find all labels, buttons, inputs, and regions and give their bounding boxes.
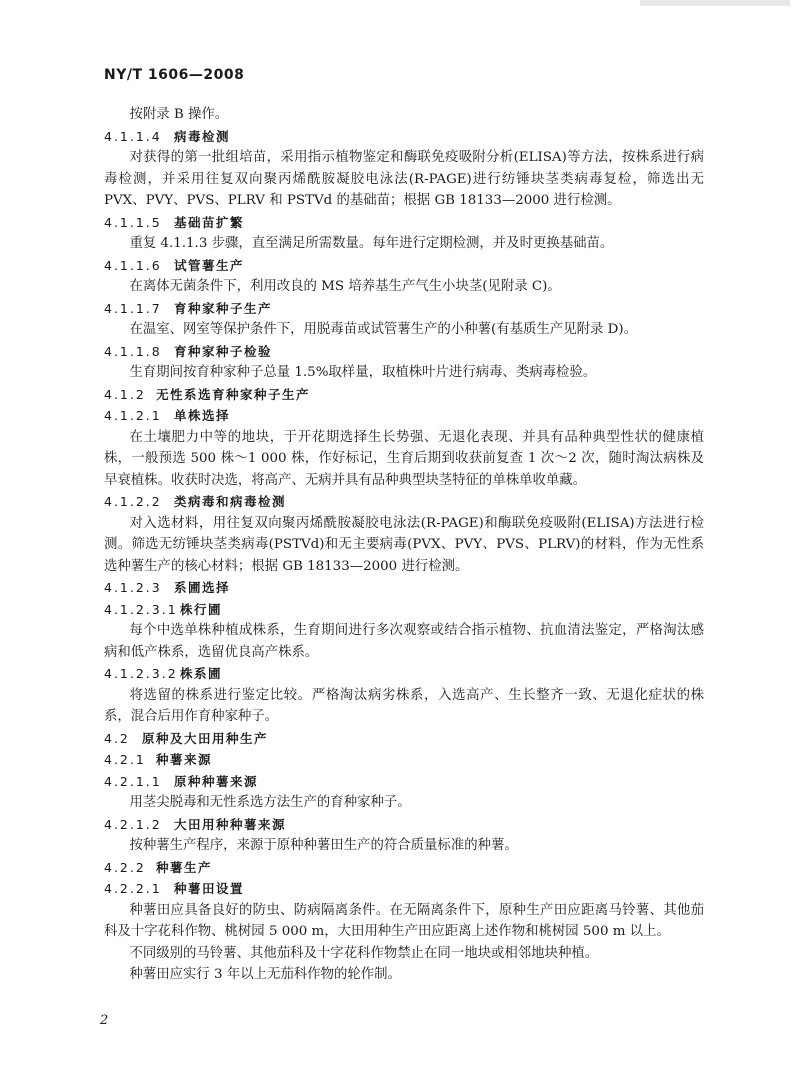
section-heading [104,663,704,685]
body-paragraph: 每个中选单株种植成株系，生育期间进行多次观察或结合指示植物、抗血清法鉴定，严格淘汰感病和低产株系，选留优良高产株系。 [104,623,704,660]
body-paragraph: 在土壤肥力中等的地块，于开花期选择生长势强、无退化表现、并具有品种典型性状的健康植株，一般预选 500 株～1 000 株，作好标记，生育后期到收获前复查 1 次～2 次，随时淘汰病株及早衰植株。收获时决选，将高产、无病并具有品种典型块茎特征的单株单收单藏。 [104,429,704,488]
section-number: 4.2.2 [104,859,146,875]
scan-artifact [640,0,790,6]
section-title: 类病毒和病毒检测 [174,494,287,509]
section-number: 4.1.1.5 [104,214,162,230]
section-title: 大田用种种薯来源 [174,816,287,832]
section-number: 4.2.1.1 [104,773,162,789]
section-heading [104,577,704,599]
body-paragraph: 在温室、网室等保护条件下，用脱毒苗或试管薯生产的小种薯(有基质生产见附录 D)。 [129,322,637,337]
section-title: 病毒检测 [174,128,231,144]
section-title: 单株选择 [174,408,231,423]
section-number: 4.1.1.4 [104,128,162,144]
body-paragraph: 不同级别的马铃薯、其他茄科及十字花科作物禁止在同一地块或相邻地块种植。 [129,945,599,961]
section-heading [104,405,704,427]
section-heading [104,212,704,234]
section-title: 系圃选择 [174,580,231,595]
section-number: 4.1.2.1 [104,408,162,423]
section-heading [104,491,704,513]
section-title: 无性系选育种家种子生产 [156,386,311,402]
section-number: 4.1.2.3 [104,580,162,595]
section-title: 育种家种子生产 [174,300,273,316]
body-paragraph: 按附录 B 操作。 [129,107,229,122]
section-title: 试管薯生产 [174,257,245,273]
section-heading [104,771,704,793]
document-body [104,104,704,986]
body-paragraph: 按种薯生产程序，来源于原种种薯田生产的符合质量标准的种薯。 [129,838,518,853]
section-heading [104,599,704,621]
section-heading [104,298,704,320]
section-title: 种薯田设置 [174,881,245,896]
section-heading [104,749,704,771]
section-title: 原种及大田用种生产 [142,730,269,746]
section-heading [104,814,704,836]
body-paragraph: 生育期间按育种家种子总量 1.5%取样量，取植株叶片进行病毒、类病毒检验。 [129,365,597,380]
section-number: 4.2.1.2 [104,816,162,832]
body-paragraph: 在离体无菌条件下，利用改良的 MS 培养基生产气生小块茎(见附录 C)。 [129,279,561,294]
section-title: 株系圃 [180,666,223,681]
section-heading [104,384,704,406]
section-number: 4.1.1.6 [104,257,162,273]
section-number: 4.1.2.2 [104,494,162,509]
section-title: 株行圃 [180,601,223,617]
section-heading [104,126,704,148]
section-heading [104,857,704,879]
section-title: 基础苗扩繁 [174,214,245,230]
section-number: 4.1.2.3.1 [104,601,178,617]
standard-code-header: NY/T 1606—2008 [104,67,245,83]
body-paragraph: 重复 4.1.1.3 步骤，直至满足所需数量。每年进行定期检测，并及时更换基础苗。 [129,236,614,251]
body-paragraph: 将选留的株系进行鉴定比较。严格淘汰病劣株系，入选高产、生长整齐一致、无退化症状的株系，混合后用作育种家种子。 [104,687,704,724]
section-heading [104,728,704,750]
page-number: 2 [100,1013,109,1028]
section-number: 4.1.1.7 [104,300,162,316]
body-paragraph: 种薯田应具备良好的防虫、防病隔离条件。在无隔离条件下，原种生产田应距离马铃薯、其他茄科及十字花科作物、桃树园 5 000 m，大田用种生产田应距离上述作物和桃树园 500 m 以上。 [104,902,704,939]
section-title: 原种种薯来源 [174,773,259,789]
section-title: 种薯生产 [156,859,213,875]
section-heading [104,878,704,900]
section-number: 4.2 [104,730,130,746]
section-number: 4.2.1 [104,752,146,767]
body-paragraph: 对获得的第一批组培苗，采用指示植物鉴定和酶联免疫吸附分析(ELISA)等方法，按株系进行病毒检测，并采用往复双向聚丙烯酰胺凝胶电泳法(R-PAGE)进行纺锤块茎类病毒复检，筛选出无 PVX、PVY、PVS、PLRV 和 PSTVd 的基础苗；根据 GB 18133—2000 进行检测。 [104,150,704,208]
body-paragraph: 对入选材料，用往复双向聚丙烯酰胺凝胶电泳法(R-PAGE)和酶联免疫吸附(ELISA)方法进行检测。筛选无纺锤块茎类病毒(PSTVd)和无主要病毒(PVX、PVY、PVS、PLRV)的材料，作为无性系选种薯生产的核心材料；根据 GB 18133—2000 进行检测。 [104,515,704,574]
section-number: 4.1.2 [104,386,146,402]
section-number: 4.1.1.8 [104,343,162,359]
section-number: 4.1.2.3.2 [104,666,178,681]
section-title: 种薯来源 [156,752,213,767]
section-heading [104,341,704,363]
section-number: 4.2.2.1 [104,881,162,896]
section-heading [104,255,704,277]
section-title: 育种家种子检验 [174,343,273,359]
body-paragraph: 用茎尖脱毒和无性系选方法生产的育种家种子。 [129,795,411,810]
body-paragraph: 种薯田应实行 3 年以上无茄科作物的轮作制。 [129,967,401,982]
